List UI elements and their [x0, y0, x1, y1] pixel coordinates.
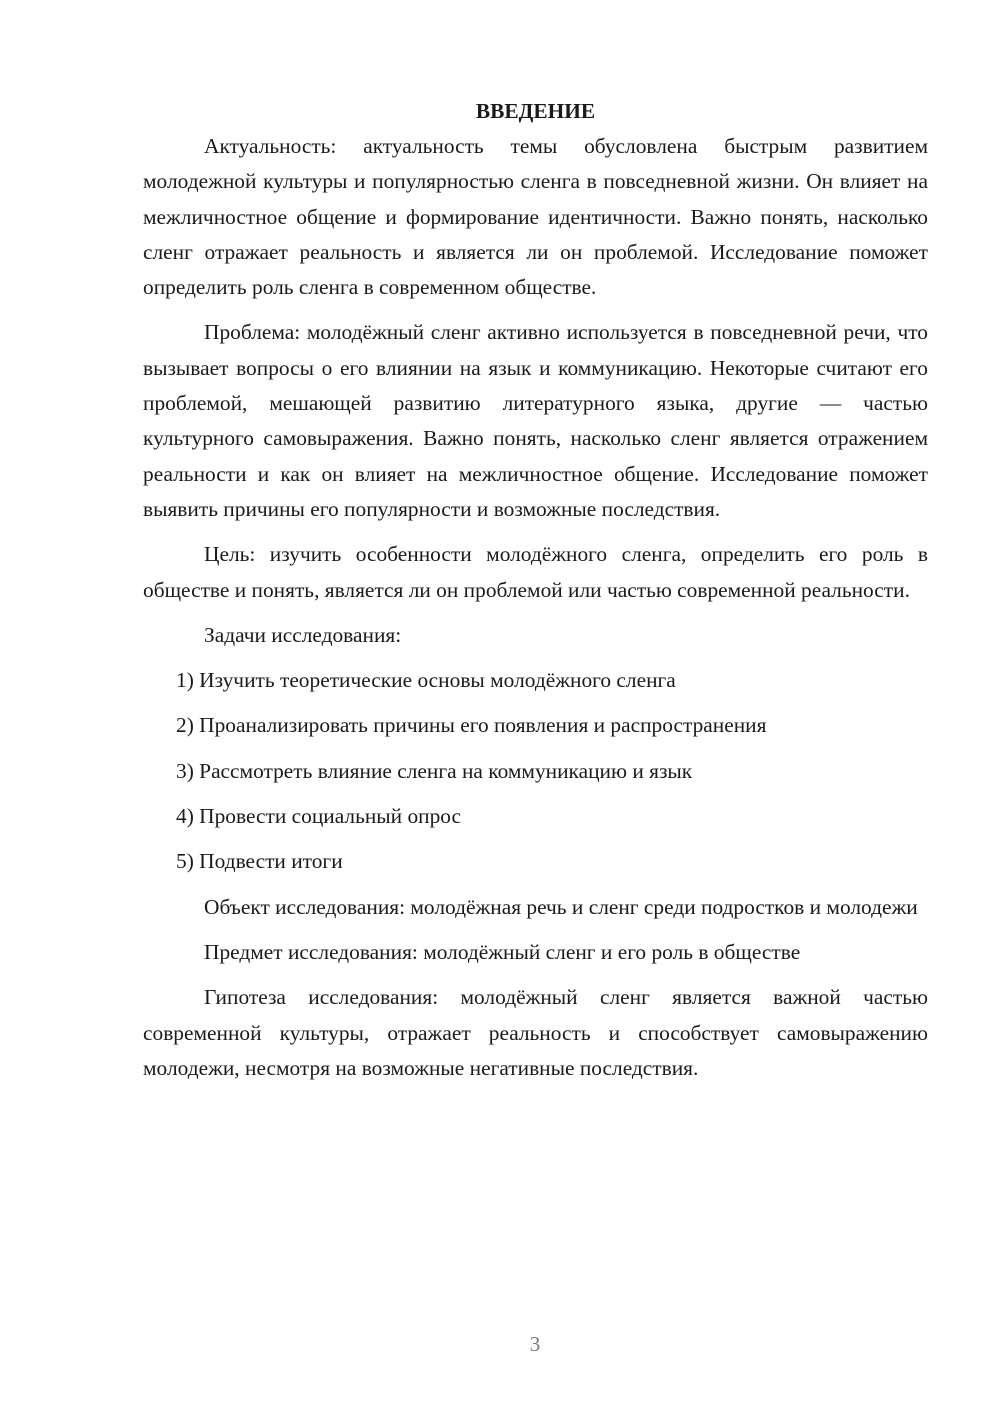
task-item: 4) Провести социальный опрос	[176, 804, 462, 829]
paragraph-relevance: Актуальность: актуальность темы обусловлена быстрым развитием молодежной культуры и популярностью сленга в повседневной жизни. Он влияет на межличностное общение и формирование идентичности. Важно понять, насколько сленг отражает реальность и является ли он проблемой. Исследование поможет определить роль сленга в современном обществе.	[143, 134, 928, 300]
tasks-heading: Задачи исследования:	[204, 622, 402, 647]
paragraph-object: Объект исследования: молодёжная речь и сленг среди подростков и молодежи	[204, 894, 918, 919]
paragraph-goal: Цель: изучить особенности молодёжного сленга, определить его роль в обществе и понять, является ли он проблемой или частью современной реальности.	[143, 542, 928, 602]
paragraph-hypothesis: Гипотеза исследования: молодёжный сленг является важной частью современной культуры, отражает реальность и способствует самовыражению молодежи, несмотря на возможные негативные последствия.	[143, 985, 928, 1080]
page-title: ВВЕДЕНИЕ	[475, 99, 596, 123]
task-item: 1) Изучить теоретические основы молодёжного сленга	[176, 668, 676, 693]
task-item: 3) Рассмотреть влияние сленга на коммуникацию и язык	[176, 758, 693, 783]
paragraph-subject: Предмет исследования: молодёжный сленг и его роль в обществе	[204, 939, 801, 964]
tasks-list	[143, 663, 928, 879]
page-number: 3	[529, 1332, 541, 1356]
paragraph-problem: Проблема: молодёжный сленг активно используется в повседневной речи, что вызывает вопросы о его влиянии на язык и коммуникацию. Некоторые считают его проблемой, мешающей развитию литературного языка, другие — частью культурного самовыражения. Важно понять, насколько сленг является отражением реальности и как он влияет на межличностное общение. Исследование поможет выявить причины его популярности и возможные последствия.	[143, 320, 928, 521]
task-item: 2) Проанализировать причины его появления и распространения	[176, 713, 767, 738]
task-item: 5) Подвести итоги	[176, 849, 343, 874]
document-page	[143, 94, 928, 1086]
